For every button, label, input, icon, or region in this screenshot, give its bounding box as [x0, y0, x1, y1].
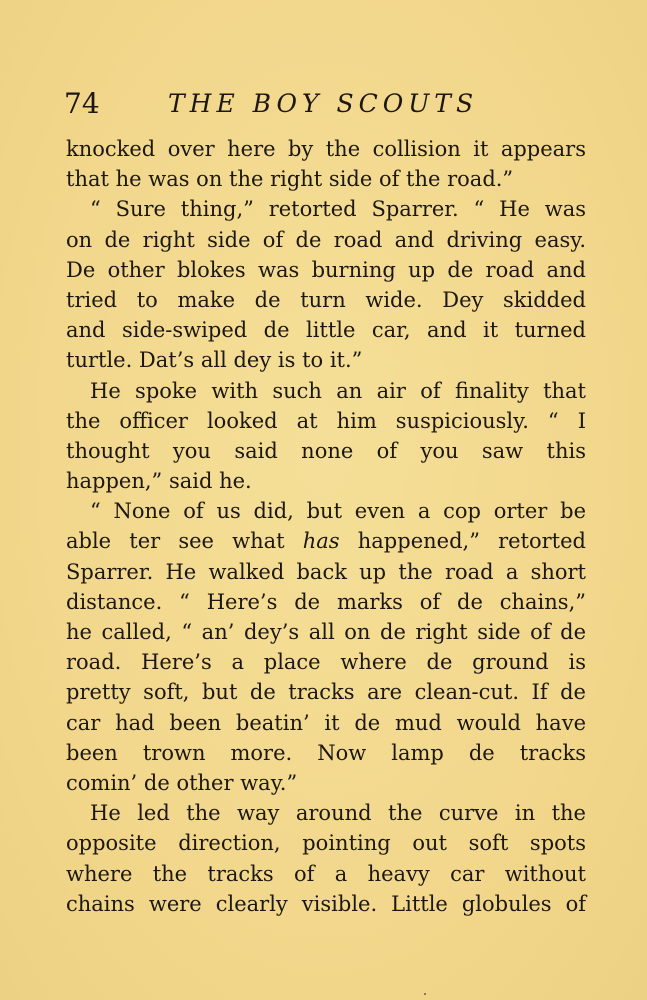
text-line — [66, 526, 586, 556]
page-number: 74 — [64, 87, 100, 120]
body-text — [66, 134, 586, 919]
text-line: De other blokes was burning up de road and — [66, 257, 586, 282]
text-line: road. Here’s a place where de ground is — [66, 650, 586, 675]
text-line: pretty soft, but de tracks are clean-cut. If de — [66, 680, 586, 705]
text-segment: able ter see what — [66, 529, 303, 554]
text-line: that he was on the right side of the road.” — [66, 167, 514, 192]
text-line: turtle. Dat’s all dey is to it.” — [66, 348, 363, 373]
text-line: chains were clearly visible. Little globules of — [66, 891, 586, 916]
text-line: where the tracks of a heavy car without — [66, 861, 586, 886]
text-line: He spoke with such an air of finality that — [90, 378, 586, 403]
text-line: knocked over here by the collision it appears — [66, 137, 586, 161]
text-line: distance. “ Here’s de marks of de chains,” — [66, 589, 586, 614]
text-line: “ Sure thing,” retorted Sparrer. “ He was — [90, 197, 586, 222]
page-header — [64, 86, 584, 122]
text-line: comin’ de other way.” — [66, 770, 298, 795]
text-line: thought you said none of you saw this — [66, 438, 586, 463]
paper-speck — [424, 993, 426, 995]
text-line: tried to make de turn wide. Dey skidded — [66, 287, 586, 312]
text-line: opposite direction, pointing out soft spots — [66, 831, 586, 856]
running-head: THE BOY SCOUTS — [168, 89, 479, 118]
emphasized-word: has — [302, 529, 340, 554]
text-line: Sparrer. He walked back up the road a short — [66, 559, 586, 584]
text-segment: happened,” retorted — [339, 529, 586, 554]
text-line: on de right side of de road and driving easy. — [66, 227, 586, 252]
text-line: “ None of us did, but even a cop orter be — [90, 499, 586, 524]
text-line: car had been beatin’ it de mud would have — [66, 710, 586, 735]
text-line: and side-swiped de little car, and it turned — [66, 318, 586, 343]
text-line: the officer looked at him suspiciously. “ I — [66, 408, 586, 433]
text-line: He led the way around the curve in the — [90, 801, 586, 826]
text-line: happen,” said he. — [66, 469, 252, 494]
text-line: he called, “ an’ dey’s all on de right side of de — [66, 620, 586, 644]
text-line: been trown more. Now lamp de tracks — [66, 740, 586, 765]
